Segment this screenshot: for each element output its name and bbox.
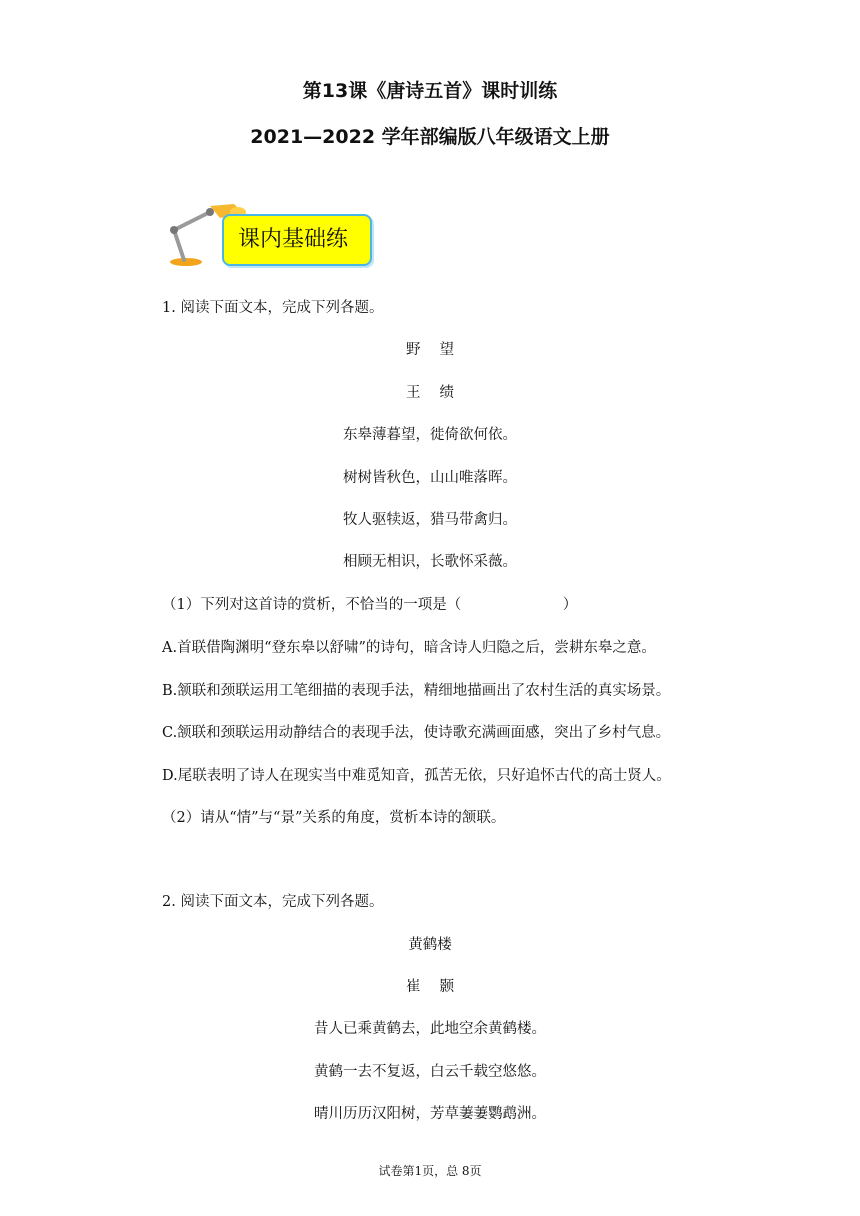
poem-1-author: 王 绩 [405, 385, 455, 401]
subquestion-2: （2）请从“情”与“景”关系的角度，赏析本诗的颔联。 [162, 810, 506, 826]
poem-1-line: 树树皆秋色，山山唯落晖。 [343, 470, 517, 486]
option-a: A.首联借陶渊明“登东皋以舒啸”的诗句，暗含诗人归隐之后，尝耕东皋之意。 [162, 640, 656, 656]
section-badge [164, 200, 374, 270]
poem-2-line: 晴川历历汉阳树，芳草萋萋鹦鹉洲。 [314, 1106, 546, 1122]
poem-1-title: 野 望 [405, 342, 455, 358]
section-label: 课内基础练 [238, 227, 349, 252]
poem-2-author: 崔 颢 [405, 979, 455, 995]
subquestion-1: （1）下列对这首诗的赏析，不恰当的一项是（ ） [162, 597, 578, 613]
poem-1-line: 相顾无相识，长歌怀采薇。 [343, 554, 517, 570]
poem-2-line: 昔人已乘黄鹤去，此地空余黄鹤楼。 [314, 1021, 546, 1037]
question-2-stem: 2. 阅读下面文本，完成下列各题。 [162, 894, 384, 910]
poem-1-line: 牧人驱犊返，猎马带禽归。 [343, 512, 517, 528]
poem-2-line: 黄鹤一去不复返，白云千载空悠悠。 [314, 1064, 546, 1080]
option-d: D.尾联表明了诗人在现实当中难觅知音，孤苦无依，只好追怀古代的高士贤人。 [162, 768, 671, 784]
section-label-box [222, 214, 372, 266]
poem-1-line: 东皋薄暮望，徙倚欲何依。 [343, 427, 517, 443]
option-b: B.颔联和颈联运用工笔细描的表现手法，精细地描画出了农村生活的真实场景。 [162, 683, 671, 699]
option-c: C.颔联和颈联运用动静结合的表现手法，使诗歌充满画面感，突出了乡村气息。 [162, 725, 671, 741]
document-title: 第13课《唐诗五首》课时训练 [302, 80, 558, 102]
page-footer: 试卷第1页，总 8页 [378, 1164, 482, 1178]
question-1-stem: 1. 阅读下面文本，完成下列各题。 [162, 300, 384, 316]
document-subtitle: 2021—2022 学年部编版八年级语文上册 [250, 126, 610, 148]
poem-2-title: 黄鹤楼 [408, 937, 452, 953]
